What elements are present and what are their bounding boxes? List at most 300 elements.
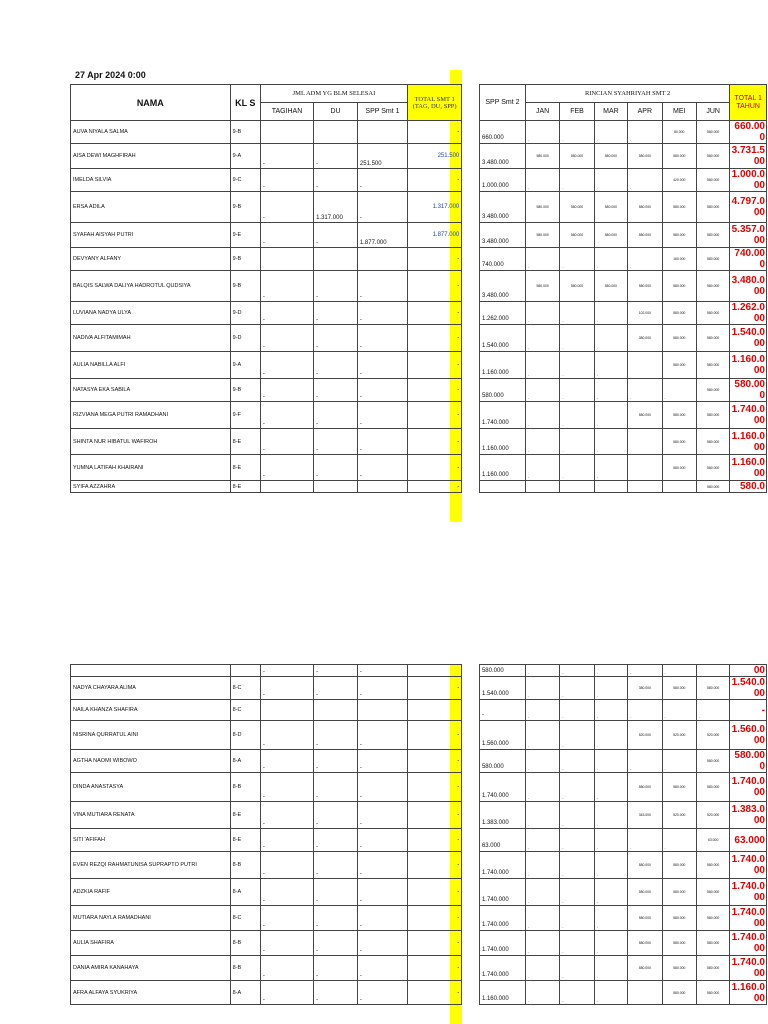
- cell-tagihan: -: [260, 271, 313, 302]
- cell-month: -: [560, 721, 594, 750]
- cell-month: [594, 481, 627, 493]
- column-gap: [462, 248, 480, 271]
- cell-total-smt1: -: [407, 852, 461, 879]
- cell-month: 580.000: [594, 271, 627, 302]
- cell-total-smt1: -: [407, 802, 461, 829]
- cell-month: -: [525, 829, 559, 852]
- cell-month: -: [594, 852, 627, 879]
- cell-month: 580.000: [525, 223, 559, 248]
- table-row: [71, 192, 767, 223]
- column-gap: [462, 773, 480, 802]
- column-gap: [462, 750, 480, 773]
- cell-spp-smt1: -: [357, 956, 407, 981]
- cell-tagihan: -: [260, 802, 313, 829]
- cell-spp-smt1: -: [357, 721, 407, 750]
- column-gap: [462, 879, 480, 906]
- cell-month: -: [525, 455, 559, 481]
- cell-month: -: [525, 906, 559, 931]
- cell-spp-smt1: -: [357, 302, 407, 325]
- cell-tagihan: -: [260, 906, 313, 931]
- cell-month: -: [594, 829, 627, 852]
- cell-total-smt1: -: [407, 750, 461, 773]
- cell-month: 580.000: [696, 302, 729, 325]
- cell-du: -: [314, 802, 358, 829]
- cell-month: -: [560, 402, 594, 429]
- cell-total-smt1: -: [407, 773, 461, 802]
- cell-du: -: [314, 677, 358, 700]
- column-gap: [462, 429, 480, 455]
- cell-total-tahun: 1.740.000: [731, 932, 765, 954]
- cell-spp-smt2: 1.000.000: [480, 169, 526, 192]
- cell-month: -: [560, 879, 594, 906]
- cell-total-smt1: -: [408, 429, 462, 455]
- cell-month: -: [594, 773, 627, 802]
- cell-nama: MUTIARA NAYLA RAMADHANI: [71, 906, 231, 931]
- cell-nama: EVEN REZQI RAHMATUNISA SUPRAPTO PUTRI: [71, 852, 231, 879]
- cell-total-smt1: 1.877.000: [408, 223, 462, 248]
- cell-spp-smt1: -: [357, 379, 407, 402]
- column-gap: [462, 956, 480, 981]
- cell-du: -: [314, 271, 358, 302]
- cell-month: -: [560, 829, 594, 852]
- table-row: [71, 721, 767, 750]
- column-gap: [462, 802, 480, 829]
- cell-month: -: [525, 352, 559, 379]
- table-row: [71, 121, 767, 144]
- cell-spp-smt2: 1.160.000: [480, 429, 526, 455]
- cell-month: 580.000: [662, 429, 696, 455]
- cell-month: 580.000: [594, 223, 627, 248]
- cell-month: -: [662, 700, 696, 721]
- cell-tagihan: [260, 121, 313, 144]
- cell-spp-smt1: -: [357, 271, 407, 302]
- table-row: [71, 223, 767, 248]
- cell-du: -: [314, 879, 358, 906]
- cell-total-smt1: 1.317.000: [408, 192, 462, 223]
- cell-month: 580.000: [628, 879, 662, 906]
- cell-spp-smt2: 1.740.000: [479, 906, 525, 931]
- cell-tagihan: -: [260, 402, 313, 429]
- cell-nama: NISRINA QURRATUL AINI: [71, 721, 231, 750]
- cell-kls: 8-B: [230, 931, 260, 956]
- cell-spp-smt1: [357, 121, 407, 144]
- cell-nama: DINDA ANASTASYA: [71, 773, 231, 802]
- cell-tagihan: [260, 248, 313, 271]
- cell-tagihan: -: [260, 829, 313, 852]
- cell-nama: NAILA KHANZA SHAFIRA: [71, 700, 231, 721]
- column-gap: [462, 665, 480, 677]
- cell-tagihan: -: [260, 677, 313, 700]
- cell-tagihan: -: [260, 325, 313, 352]
- cell-spp-smt1: -: [357, 169, 407, 192]
- cell-month: -: [628, 379, 662, 402]
- cell-total-smt1: -: [407, 981, 461, 1005]
- cell-month: 580.000: [696, 773, 729, 802]
- cell-tagihan: -: [260, 773, 313, 802]
- cell-du: 1.317.000: [314, 192, 358, 223]
- cell-du: -: [314, 352, 358, 379]
- cell-month: -: [594, 248, 627, 271]
- cell-total-tahun: 00: [730, 665, 767, 677]
- cell-month: [662, 481, 696, 493]
- cell-nama: ADZKIA RAFIF: [71, 879, 231, 906]
- cell-month: -: [560, 302, 594, 325]
- cell-month: 580.000: [662, 931, 696, 956]
- cell-nama: SHINTA NUR HIBATUL WAFIROH: [71, 429, 231, 455]
- cell-spp-smt1: -: [357, 931, 407, 956]
- column-gap: [462, 271, 480, 302]
- cell-month: -: [560, 325, 594, 352]
- cell-tagihan: -: [260, 169, 313, 192]
- table-row: [71, 248, 767, 271]
- cell-month: -: [525, 721, 559, 750]
- header-month: MEI: [662, 103, 696, 121]
- header-spp-smt1: SPP Smt 1: [357, 103, 407, 121]
- cell-month: 580.000: [696, 379, 729, 402]
- cell-spp-smt1: -: [357, 829, 407, 852]
- cell-kls: 9-E: [230, 223, 260, 248]
- cell-kls: 9-C: [230, 169, 260, 192]
- cell-total-smt1: -: [408, 455, 462, 481]
- cell-total-smt1: -: [407, 829, 461, 852]
- cell-kls: 8-B: [230, 852, 260, 879]
- cell-nama: AFRA ALFAYA SYUKRIYA: [71, 981, 231, 1005]
- cell-spp-smt2: 3.480.000: [480, 223, 526, 248]
- cell-month: [696, 665, 729, 677]
- cell-nama: IMELDA SILVIA: [71, 169, 231, 192]
- cell-spp-smt1: [357, 700, 407, 721]
- cell-kls: 8-E: [230, 829, 260, 852]
- table-row: [71, 773, 767, 802]
- cell-month: -: [560, 750, 594, 773]
- cell-du: -: [314, 773, 358, 802]
- cell-spp-smt2: 1.262.000: [480, 302, 526, 325]
- cell-total-tahun: 1.160.000: [730, 352, 767, 379]
- cell-spp-smt2: 1.740.000: [479, 931, 525, 956]
- cell-total-smt1: -: [408, 169, 462, 192]
- cell-total-smt1: -: [408, 402, 462, 429]
- cell-tagihan: -: [260, 352, 313, 379]
- table-row: [71, 379, 767, 402]
- cell-month: 580.000: [696, 402, 729, 429]
- cell-month: 580.000: [696, 223, 729, 248]
- cell-total-tahun: 1.160.000: [731, 981, 765, 1004]
- table-row: [71, 879, 767, 906]
- cell-month: -: [560, 931, 594, 956]
- column-gap: [462, 931, 480, 956]
- cell-month: 580.000: [628, 223, 662, 248]
- cell-kls: 8-E: [230, 481, 260, 493]
- table-row: [71, 931, 767, 956]
- cell-spp-smt1: -: [357, 773, 407, 802]
- cell-du: -: [314, 429, 358, 455]
- cell-spp-smt1: -: [357, 802, 407, 829]
- cell-month: 580.000: [696, 906, 729, 931]
- cell-month: 580.000: [662, 352, 696, 379]
- cell-nama: AULIA NABILLA ALFI: [71, 352, 231, 379]
- cell-month: -: [525, 429, 559, 455]
- cell-du: -: [314, 665, 358, 677]
- cell-month: -: [525, 879, 559, 906]
- cell-spp-smt1: [357, 248, 407, 271]
- cell-total-smt1: -: [408, 121, 462, 144]
- cell-month: 520.000: [628, 721, 662, 750]
- cell-month: 580.000: [662, 852, 696, 879]
- cell-tagihan: -: [260, 192, 313, 223]
- cell-nama: SYAFAH AISYAH PUTRI: [71, 223, 231, 248]
- column-gap: [462, 144, 480, 169]
- header-rincian: RINCIAN SYAHRIYAH SMT 2: [525, 85, 729, 103]
- cell-month: 580.000: [628, 192, 662, 223]
- cell-kls: 8-E: [230, 429, 260, 455]
- column-gap: [462, 302, 480, 325]
- cell-month: [628, 481, 662, 493]
- cell-tagihan: -: [260, 665, 313, 677]
- cell-spp-smt1: -: [357, 325, 407, 352]
- cell-tagihan: [260, 481, 313, 493]
- cell-month: 63.000: [696, 829, 729, 852]
- cell-kls: 9-F: [230, 402, 260, 429]
- cell-total-smt1: -: [408, 379, 462, 402]
- cell-du: -: [314, 981, 358, 1005]
- column-gap: [462, 223, 480, 248]
- cell-month: -: [525, 665, 559, 677]
- table-row: [71, 325, 767, 352]
- cell-spp-smt1: -: [357, 429, 407, 455]
- cell-month: 580.000: [628, 271, 662, 302]
- cell-month: 80.000: [662, 121, 696, 144]
- cell-total-smt1: -: [408, 271, 462, 302]
- cell-kls: 8-A: [230, 879, 260, 906]
- cell-spp-smt1: -: [357, 879, 407, 906]
- cell-month: -: [525, 248, 559, 271]
- cell-kls: 8-D: [230, 721, 260, 750]
- cell-month: -: [525, 379, 559, 402]
- cell-month: 580.000: [525, 271, 559, 302]
- cell-month: -: [662, 379, 696, 402]
- payment-table-top: [70, 84, 767, 493]
- cell-kls: 9-B: [230, 248, 260, 271]
- table-row: [71, 169, 767, 192]
- column-gap: [462, 402, 480, 429]
- cell-month: 580.000: [696, 481, 729, 493]
- cell-spp-smt2: -: [479, 700, 525, 721]
- cell-spp-smt1: 1.877.000: [357, 223, 407, 248]
- cell-month: 580.000: [594, 144, 627, 169]
- cell-month: -: [628, 121, 662, 144]
- cell-month: -: [594, 700, 627, 721]
- column-gap: [462, 169, 480, 192]
- cell-nama: NADIVA ALFITAMIMAH: [71, 325, 231, 352]
- cell-tagihan: -: [260, 852, 313, 879]
- cell-month: -: [594, 665, 627, 677]
- cell-du: -: [314, 144, 358, 169]
- cell-month: 580.000: [560, 144, 594, 169]
- table-row: [71, 481, 767, 493]
- cell-month: -: [525, 121, 559, 144]
- column-gap: [462, 700, 480, 721]
- cell-spp-smt2: 3.480.000: [480, 192, 526, 223]
- cell-month: 580.000: [628, 931, 662, 956]
- cell-tagihan: -: [260, 429, 313, 455]
- cell-kls: 9-A: [230, 352, 260, 379]
- cell-kls: 9-B: [230, 192, 260, 223]
- cell-month: -: [560, 429, 594, 455]
- cell-month: -: [525, 956, 559, 981]
- column-gap: [462, 455, 480, 481]
- cell-total-smt1: -: [407, 956, 461, 981]
- cell-spp-smt1: -: [357, 192, 407, 223]
- cell-month: -: [594, 302, 627, 325]
- table-row: [71, 981, 767, 1005]
- cell-tagihan: -: [260, 956, 313, 981]
- table-row: [71, 956, 767, 981]
- cell-total-tahun: 1.740.000: [731, 957, 765, 979]
- cell-total-smt1: -: [408, 302, 462, 325]
- cell-month: -: [560, 121, 594, 144]
- cell-spp-smt2: 740.000: [480, 248, 526, 271]
- cell-nama: YUMNA LATIFAH KHAIRANI: [71, 455, 231, 481]
- cell-month: 520.000: [662, 721, 696, 750]
- cell-tagihan: -: [260, 879, 313, 906]
- cell-kls: 9-D: [230, 302, 260, 325]
- cell-month: -: [662, 829, 696, 852]
- cell-spp-smt2: 1.383.000: [479, 802, 525, 829]
- table-row: [71, 906, 767, 931]
- cell-month: 580.000: [696, 121, 729, 144]
- cell-month: -: [628, 665, 662, 677]
- cell-du: [314, 121, 358, 144]
- cell-tagihan: [260, 700, 313, 721]
- cell-du: -: [314, 721, 358, 750]
- cell-month: -: [525, 931, 559, 956]
- cell-total-smt1: -: [408, 325, 462, 352]
- cell-month: -: [594, 721, 627, 750]
- cell-month: 580.000: [628, 144, 662, 169]
- cell-kls: 9-B: [230, 121, 260, 144]
- cell-kls: 9-B: [230, 379, 260, 402]
- header-adm-group: JML ADM YG BLM SELESAI: [260, 85, 407, 103]
- cell-total-tahun: 5.357.000: [731, 224, 765, 246]
- header-month: APR: [628, 103, 662, 121]
- cell-total-smt1: -: [407, 677, 461, 700]
- cell-du: [314, 481, 358, 493]
- cell-month: 580.000: [662, 302, 696, 325]
- cell-month: -: [594, 802, 627, 829]
- column-gap: [462, 352, 480, 379]
- cell-total-tahun: 1.740.000: [730, 852, 767, 879]
- cell-month: -: [525, 802, 559, 829]
- cell-month: -: [525, 852, 559, 879]
- cell-nama: RIZVIANA MEGA PUTRI RAMADHANI: [71, 402, 231, 429]
- cell-month: -: [594, 879, 627, 906]
- cell-month: -: [560, 906, 594, 931]
- cell-spp-smt2: 63.000: [479, 829, 525, 852]
- cell-month: -: [594, 956, 627, 981]
- cell-month: -: [594, 379, 627, 402]
- cell-nama: DANIA AMIRA KANAHAYA: [71, 956, 231, 981]
- cell-nama: AULIA SHAFIRA: [71, 931, 231, 956]
- cell-kls: 9-D: [230, 325, 260, 352]
- cell-month: 580.000: [696, 271, 729, 302]
- cell-month: 580.000: [594, 192, 627, 223]
- cell-total-tahun: 1.383.000: [730, 802, 767, 829]
- cell-spp-smt2: 1.560.000: [479, 721, 525, 750]
- table-row: [71, 802, 767, 829]
- cell-total-tahun: -: [730, 700, 767, 721]
- cell-nama: LUVIANA NADYA ULYA: [71, 302, 231, 325]
- cell-month: [560, 481, 594, 493]
- cell-total-tahun: 1.160.000: [731, 430, 765, 453]
- cell-month: -: [560, 455, 594, 481]
- table-row: [71, 700, 767, 721]
- cell-month: 520.000: [662, 802, 696, 829]
- cell-total-smt1: [407, 665, 461, 677]
- column-gap: [462, 906, 480, 931]
- cell-spp-smt2: 1.740.000: [479, 773, 525, 802]
- cell-month: 580.000: [662, 906, 696, 931]
- cell-spp-smt1: -: [357, 750, 407, 773]
- cell-spp-smt2: 1.740.000: [479, 852, 525, 879]
- cell-nama: NADYA CHAYARA ALIMA: [71, 677, 231, 700]
- cell-du: -: [314, 223, 358, 248]
- column-gap: [462, 721, 480, 750]
- cell-kls: [230, 665, 260, 677]
- cell-spp-smt2: 1.160.000: [480, 352, 526, 379]
- cell-spp-smt2: 660.000: [480, 121, 526, 144]
- table-row: [71, 352, 767, 379]
- cell-month: [628, 981, 662, 1005]
- cell-total-tahun: 580.0: [730, 481, 767, 493]
- cell-tagihan: -: [260, 223, 313, 248]
- cell-month: 580.000: [662, 677, 696, 700]
- cell-tagihan: -: [260, 981, 313, 1005]
- cell-du: -: [314, 402, 358, 429]
- table-row: [71, 829, 767, 852]
- cell-month: 580.000: [662, 144, 696, 169]
- cell-kls: 9-B: [230, 271, 260, 302]
- cell-month: -: [560, 700, 594, 721]
- header-month: JUN: [696, 103, 729, 121]
- cell-spp-smt2: [480, 481, 526, 493]
- cell-total-tahun: 1.000.000: [731, 169, 765, 191]
- cell-month: -: [594, 121, 627, 144]
- cell-tagihan: -: [260, 750, 313, 773]
- cell-spp-smt1: 251.500: [357, 144, 407, 169]
- cell-kls: 8-C: [230, 677, 260, 700]
- column-gap: [462, 379, 480, 402]
- table-row: [71, 750, 767, 773]
- cell-nama: DEVYANY ALFANY: [71, 248, 231, 271]
- cell-month: -: [628, 169, 662, 192]
- cell-month: 343.000: [628, 802, 662, 829]
- cell-month: -: [594, 429, 627, 455]
- cell-total-smt1: -: [407, 906, 461, 931]
- cell-month: 580.000: [662, 455, 696, 481]
- table-row: [71, 402, 767, 429]
- cell-month: 580.000: [696, 429, 729, 455]
- cell-total-tahun: 660.000: [730, 121, 767, 144]
- cell-total-tahun: 1.560.000: [730, 721, 767, 750]
- cell-spp-smt1: -: [357, 665, 407, 677]
- cell-month: -: [560, 852, 594, 879]
- cell-nama: SITI 'AFIFAH: [71, 829, 231, 852]
- cell-month: -: [560, 956, 594, 981]
- cell-spp-smt2: 3.480.000: [480, 271, 526, 302]
- cell-total-tahun: 3.480.000: [730, 271, 767, 302]
- cell-spp-smt2: 1.160.000: [480, 455, 526, 481]
- header-kls: KL S: [230, 85, 260, 121]
